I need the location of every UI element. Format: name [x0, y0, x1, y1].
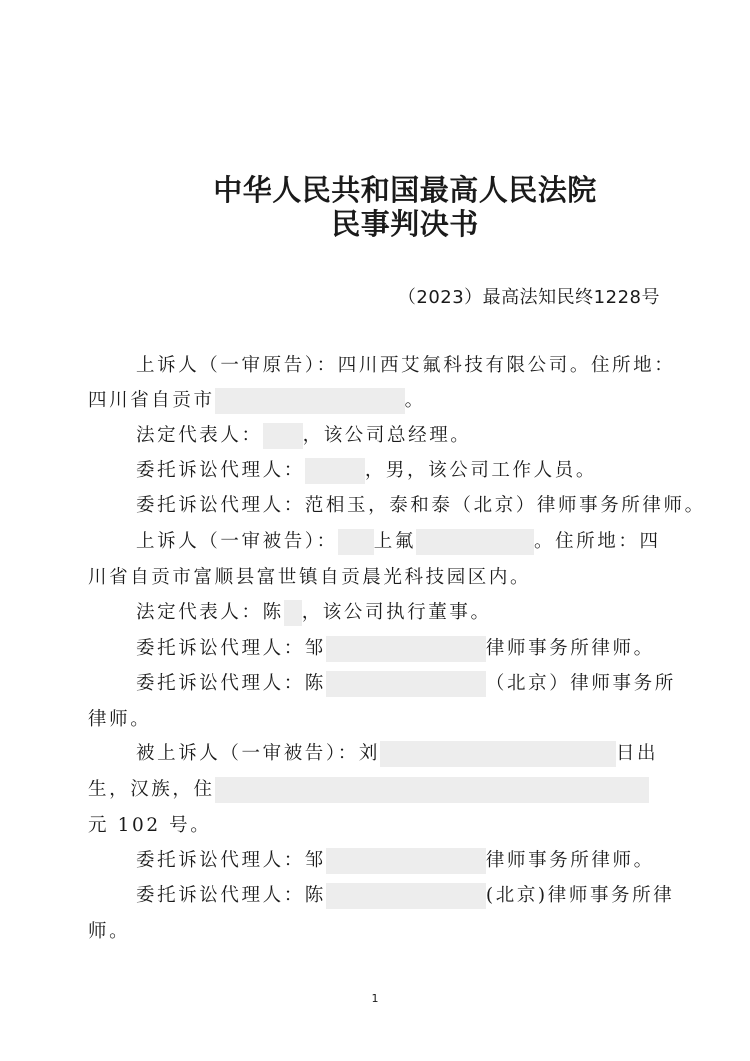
page-number: 1 — [371, 992, 379, 1005]
appellee-label: 被上诉人（一审被告）：刘 — [136, 743, 380, 764]
legal-rep-label: 法定代表人：陈 — [136, 602, 284, 623]
legal-rep-2-line — [136, 598, 492, 628]
redaction-block — [338, 529, 374, 555]
agent-6-line — [136, 881, 674, 911]
appellee-address-line — [88, 775, 649, 805]
agent-role: 师。 — [88, 921, 131, 942]
agent-4-line — [136, 669, 676, 699]
address-text: 川省自贡市富顺县富世镇自贡晨光科技园区内。 — [88, 567, 532, 588]
redaction-block — [326, 671, 486, 697]
agent-firm: （北京）律师事务所 — [485, 673, 676, 694]
redaction-block — [326, 883, 486, 909]
agent-4-continued — [88, 705, 151, 735]
address-end-text: 。 — [404, 390, 426, 411]
agent-label: 委托诉讼代理人： — [136, 460, 305, 481]
redaction-block — [326, 848, 486, 874]
agent-label: 委托诉讼代理人：邹 — [136, 850, 326, 871]
court-title: 中华人民共和国最高人民法院 — [213, 173, 597, 207]
agent-firm: 律师事务所律师。 — [485, 850, 655, 871]
appellant-2-label: 上诉人（一审被告）： — [136, 531, 338, 552]
agent-firm: 律师事务所律师。 — [485, 638, 655, 659]
agent-label: 委托诉讼代理人：陈 — [136, 885, 326, 906]
agent-firm: (北京)律师事务所律 — [485, 885, 675, 906]
address-unit: 元 102 号。 — [88, 815, 212, 836]
agent-role: 律师。 — [88, 709, 152, 730]
legal-rep-role: ，该公司总经理。 — [302, 425, 472, 446]
legal-rep-1-line — [136, 421, 471, 451]
appellant-2-line — [136, 527, 661, 557]
appellee-birth-text: 日出 — [615, 743, 659, 764]
agent-label: 委托诉讼代理人：邹 — [136, 638, 326, 659]
address-text: 四川省自贡市 — [88, 390, 215, 411]
legal-rep-label: 法定代表人： — [136, 425, 263, 446]
agent-label: 委托诉讼代理人：陈 — [136, 673, 326, 694]
redaction-block — [326, 636, 486, 662]
agent-1-line — [136, 456, 597, 486]
agent-desc: ，男，该公司工作人员。 — [364, 460, 597, 481]
appellee-address-end — [88, 811, 211, 841]
agent-5-line — [136, 846, 655, 876]
redaction-block — [305, 458, 365, 484]
redaction-block — [380, 741, 616, 767]
appellant-2-address-line — [88, 563, 531, 593]
redaction-block — [416, 529, 534, 555]
appellant-1-address-line — [88, 386, 426, 416]
appellee-desc: 生，汉族，住 — [88, 779, 215, 800]
appellee-line — [136, 739, 658, 769]
legal-rep-role: ，该公司执行董事。 — [301, 602, 492, 623]
document-type-title: 民事判决书 — [331, 207, 479, 241]
agent-text: 委托诉讼代理人：范相玉，泰和泰（北京）律师事务所律师。 — [136, 495, 706, 516]
appellant-1-line — [136, 351, 675, 381]
agent-3-line — [136, 634, 655, 664]
agent-2-line — [136, 491, 706, 521]
appellant-1-text: 上诉人（一审原告）：四川西艾氟科技有限公司。住所地： — [136, 355, 676, 376]
redaction-block — [215, 777, 649, 803]
redaction-block — [215, 388, 405, 414]
redaction-block — [284, 600, 302, 626]
case-number: （2023）最高法知民终1228号 — [397, 287, 660, 308]
agent-6-continued — [88, 917, 130, 947]
redaction-block — [263, 423, 303, 449]
appellant-2-address-label: 。住所地：四 — [533, 531, 661, 552]
appellant-2-name-part: 上氟 — [373, 531, 416, 552]
